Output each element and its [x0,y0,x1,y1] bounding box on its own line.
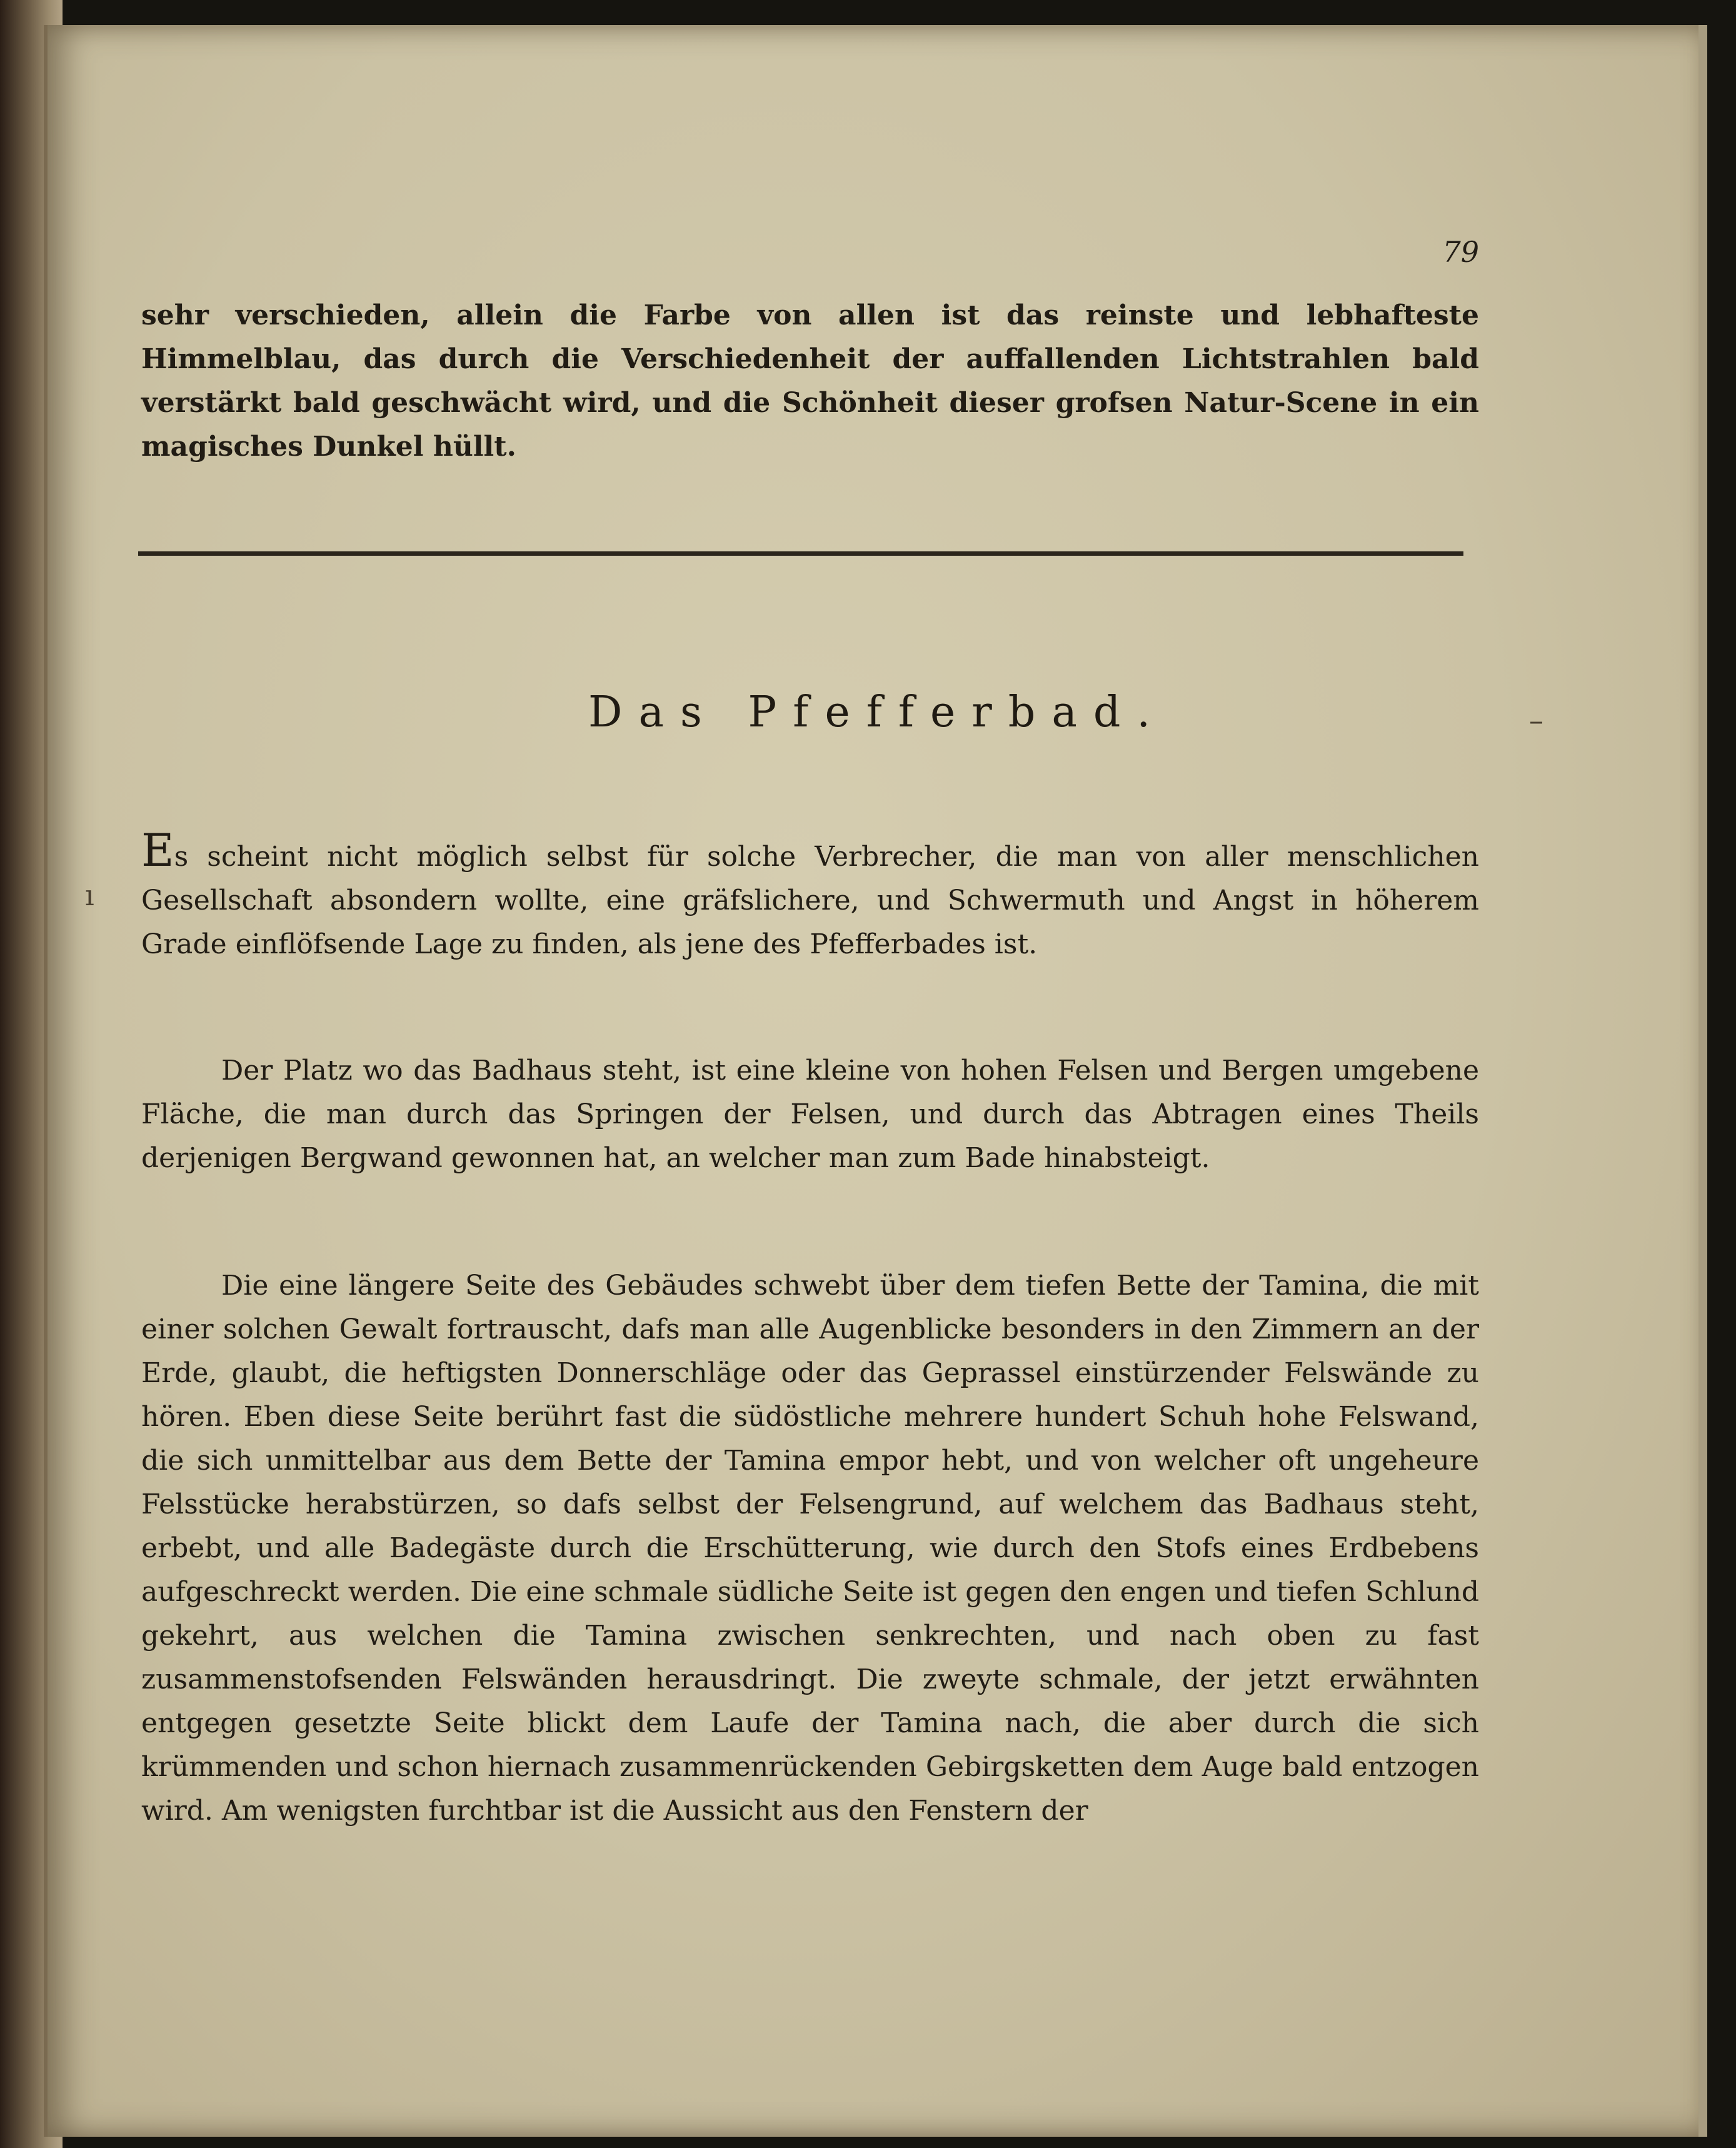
first-paragraph [141,824,1479,966]
margin-dash: – [1529,703,1543,737]
page-edge [1698,25,1707,2137]
paragraph-badhaus: Der Platz wo das Badhaus steht, ist eine kleine von hohen Felsen und Bergen umgebene Fläche, die man durch das Springen der Felsen, und durch das Abtragen eines Theils derjenigen Bergwand gewonnen hat, an welcher man zum Bade hinabsteigt. [141,1055,1479,1174]
book-page [44,25,1707,2137]
section-divider [138,551,1463,556]
section-title: Das Pfefferbad. [588,688,1167,737]
first-paragraph-text: s scheint nicht möglich selbst für solche Verbrecher, die man von aller menschlichen Gesellschaft absondern wollte, eine gräfslichere, und Schwermuth und Angst in höherem Grade einflöfsende Lage zu finden, als jene des Pfefferbades ist. [141,841,1479,960]
drop-cap-initial: E [141,824,174,876]
paragraph-gebaeude: Die eine längere Seite des Gebäudes schwebt über dem tiefen Bette der Tamina, die mit einer solchen Gewalt fortrauscht, dafs man alle Augenblicke besonders in den Zimmern an der Erde, glaubt, die heftigsten Donnerschläge oder das Geprassel einstürzender Felswände zu hören. Eben diese Seite berührt fast die südöstliche mehrere hundert Schuh hohe Felswand, die sich unmittelbar aus dem Bette der Tamina empor hebt, und von welcher oft ungeheure Felsstücke herabstürzen, so dafs selbst der Felsengrund, auf welchem das Badhaus steht, erbebt, und alle Badegäste durch die Erschütterung, wie durch den Stofs eines Erdbebens aufgeschreckt werden. Die eine schmale südliche Seite ist gegen den engen und tiefen Schlund gekehrt, aus welchen die Tamina zwischen senkrechten, und nach oben zu fast zusammenstofsenden Felswänden herausdringt. Die zweyte schmale, der jetzt erwähnten entgegen gesetzte Seite blickt dem Laufe der Tamina nach, die aber durch die sich krümmenden und schon hiernach zusammenrückenden Gebirgsketten dem Auge bald entzogen wird. Am wenigsten furchtbar ist die Aussicht aus den Fenstern der [141,1270,1479,1827]
margin-tick: ı [85,878,94,912]
continuation-paragraph: sehr verschieden, allein die Farbe von allen ist das reinste und lebhafteste Himmelblau, das durch die Verschiedenheit der auffallenden Lichtstrahlen bald verstärkt bald geschwächt wird, und die Schönheit dieser grofsen Natur-Scene in ein magisches Dunkel hüllt. [141,299,1479,463]
page-number: 79 [1442,235,1479,269]
